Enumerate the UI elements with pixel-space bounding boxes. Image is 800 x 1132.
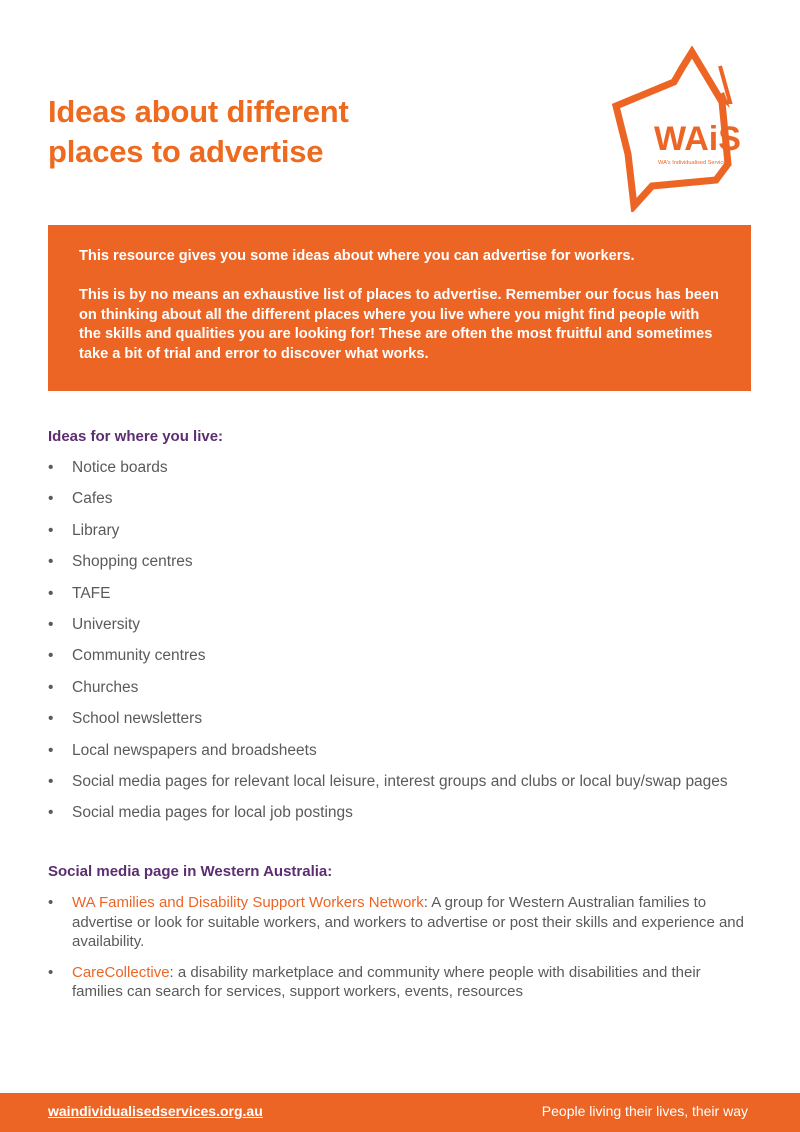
logo-tagline: WA's Individualised Services bbox=[658, 160, 730, 166]
bullet-icon: • bbox=[48, 804, 54, 822]
bullet-icon: • bbox=[48, 490, 54, 508]
bullet-icon: • bbox=[48, 710, 54, 728]
bullet-icon: • bbox=[48, 963, 54, 981]
list-item bbox=[48, 709, 753, 729]
bullet-icon: • bbox=[48, 459, 54, 476]
list-item bbox=[48, 489, 753, 509]
list-item-text: Social media pages for relevant local leisure, interest groups and clubs or local buy/swap pages bbox=[72, 772, 728, 790]
list-item bbox=[48, 458, 753, 478]
where-you-live-list bbox=[48, 458, 753, 835]
list-item-text: Shopping centres bbox=[72, 553, 193, 571]
list-item-text: Cafes bbox=[72, 490, 113, 508]
page-title-line-2: places to advertise bbox=[48, 134, 324, 169]
list-item-text: University bbox=[72, 615, 141, 633]
footer-bar bbox=[0, 1093, 800, 1132]
list-item-text: Churches bbox=[72, 678, 139, 696]
page-title bbox=[48, 92, 349, 172]
list-item-text: School newsletters bbox=[72, 710, 203, 728]
resource-description: : A group for Western Australian families to advertise or look for suitable workers, and workers to advertise or post their skills and experience and availability. bbox=[72, 894, 744, 950]
intro-panel bbox=[48, 225, 751, 391]
footer-tagline: People living their lives, their way bbox=[541, 1103, 748, 1119]
list-item bbox=[48, 521, 753, 541]
list-item-text: Library bbox=[72, 521, 120, 539]
list-item bbox=[48, 552, 753, 572]
page-title-line-1: Ideas about different bbox=[48, 94, 349, 129]
list-item bbox=[48, 646, 753, 666]
footer-website-link[interactable]: waindividualisedservices.org.au bbox=[48, 1103, 263, 1119]
resource-description: : a disability marketplace and community where people with disabilities and their families can search for services, support workers, events, resources bbox=[72, 963, 701, 1000]
list-item-text: TAFE bbox=[72, 584, 111, 602]
logo-wordmark: WAiS bbox=[654, 120, 741, 158]
bullet-icon: • bbox=[48, 741, 54, 759]
list-item-text: Notice boards bbox=[72, 459, 168, 476]
bullet-icon: • bbox=[48, 894, 54, 911]
bullet-icon: • bbox=[48, 584, 54, 602]
list-item-text: Local newspapers and broadsheets bbox=[72, 741, 317, 759]
section-heading-where-you-live: Ideas for where you live: bbox=[48, 428, 224, 445]
wais-logo bbox=[612, 46, 762, 212]
list-item bbox=[48, 803, 753, 823]
list-item-text: Community centres bbox=[72, 647, 206, 665]
social-media-list bbox=[48, 893, 753, 1013]
bullet-icon: • bbox=[48, 521, 54, 539]
list-item bbox=[48, 678, 753, 698]
list-item bbox=[48, 741, 753, 761]
bullet-icon: • bbox=[48, 772, 54, 790]
section-heading-social-media: Social media page in Western Australia: bbox=[48, 863, 333, 880]
bullet-icon: • bbox=[48, 553, 54, 571]
list-item bbox=[48, 893, 753, 952]
bullet-icon: • bbox=[48, 678, 54, 696]
bullet-icon: • bbox=[48, 647, 54, 665]
list-item-text: Social media pages for local job postings bbox=[72, 804, 353, 822]
intro-paragraph-2: This is by no means an exhaustive list of places to advertise. Remember our focus has been on thinking about all the different places where you live where you might find people with the skills and qualities you are looking for! These are often the most fruitful and sometimes take a bit of trial and error to discover what works. bbox=[79, 287, 719, 362]
list-item bbox=[48, 584, 753, 604]
resource-link[interactable]: CareCollective bbox=[72, 963, 170, 981]
intro-paragraph-1: This resource gives you some ideas about where you can advertise for workers. bbox=[79, 248, 635, 264]
list-item bbox=[48, 772, 753, 792]
resource-link[interactable]: WA Families and Disability Support Workers Network bbox=[72, 894, 424, 911]
list-item bbox=[48, 963, 753, 1002]
bullet-icon: • bbox=[48, 615, 54, 633]
list-item bbox=[48, 615, 753, 635]
